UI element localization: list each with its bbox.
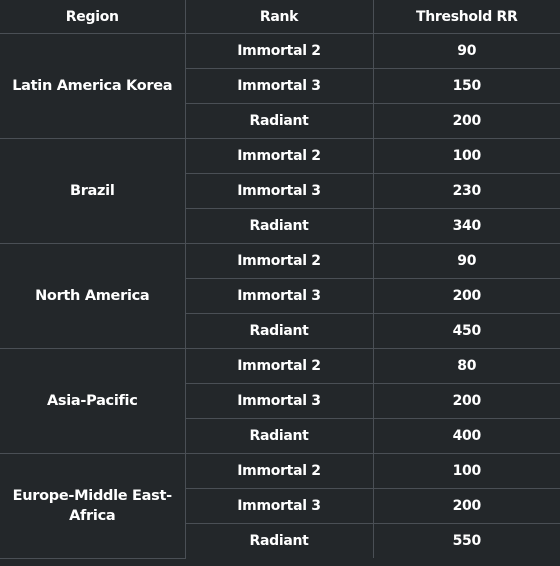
rank-cell: Immortal 3 — [185, 174, 373, 209]
header-region: Region — [0, 0, 185, 34]
header-row — [0, 0, 560, 34]
rank-cell: Immortal 3 — [185, 384, 373, 419]
rank-cell: Radiant — [185, 524, 373, 559]
rank-cell: Radiant — [185, 209, 373, 244]
rank-cell: Immortal 2 — [185, 34, 373, 69]
threshold-cell: 450 — [373, 314, 560, 349]
table-row — [0, 454, 560, 489]
threshold-cell: 550 — [373, 524, 560, 559]
rank-cell: Immortal 3 — [185, 69, 373, 104]
threshold-cell: 90 — [373, 244, 560, 279]
threshold-cell: 80 — [373, 349, 560, 384]
region-cell: Europe-Middle East-Africa — [0, 454, 185, 559]
threshold-cell: 200 — [373, 279, 560, 314]
region-cell: Brazil — [0, 139, 185, 244]
threshold-cell: 100 — [373, 139, 560, 174]
rank-cell: Radiant — [185, 419, 373, 454]
rank-cell: Radiant — [185, 314, 373, 349]
threshold-cell: 400 — [373, 419, 560, 454]
threshold-cell: 340 — [373, 209, 560, 244]
rank-cell: Immortal 3 — [185, 489, 373, 524]
header-rank: Rank — [185, 0, 373, 34]
table-row — [0, 139, 560, 174]
rank-cell: Immortal 2 — [185, 349, 373, 384]
table-row — [0, 34, 560, 69]
region-cell: Latin America Korea — [0, 34, 185, 139]
rank-cell: Immortal 2 — [185, 244, 373, 279]
region-cell: North America — [0, 244, 185, 349]
table-row — [0, 349, 560, 384]
region-cell: Asia-Pacific — [0, 349, 185, 454]
threshold-cell: 200 — [373, 384, 560, 419]
rank-cell: Radiant — [185, 104, 373, 139]
threshold-cell: 200 — [373, 104, 560, 139]
rank-cell: Immortal 2 — [185, 139, 373, 174]
threshold-cell: 230 — [373, 174, 560, 209]
threshold-cell: 200 — [373, 489, 560, 524]
threshold-cell: 100 — [373, 454, 560, 489]
table-row — [0, 244, 560, 279]
header-threshold: Threshold RR — [373, 0, 560, 34]
rank-cell: Immortal 2 — [185, 454, 373, 489]
threshold-cell: 90 — [373, 34, 560, 69]
threshold-cell: 150 — [373, 69, 560, 104]
rank-cell: Immortal 3 — [185, 279, 373, 314]
